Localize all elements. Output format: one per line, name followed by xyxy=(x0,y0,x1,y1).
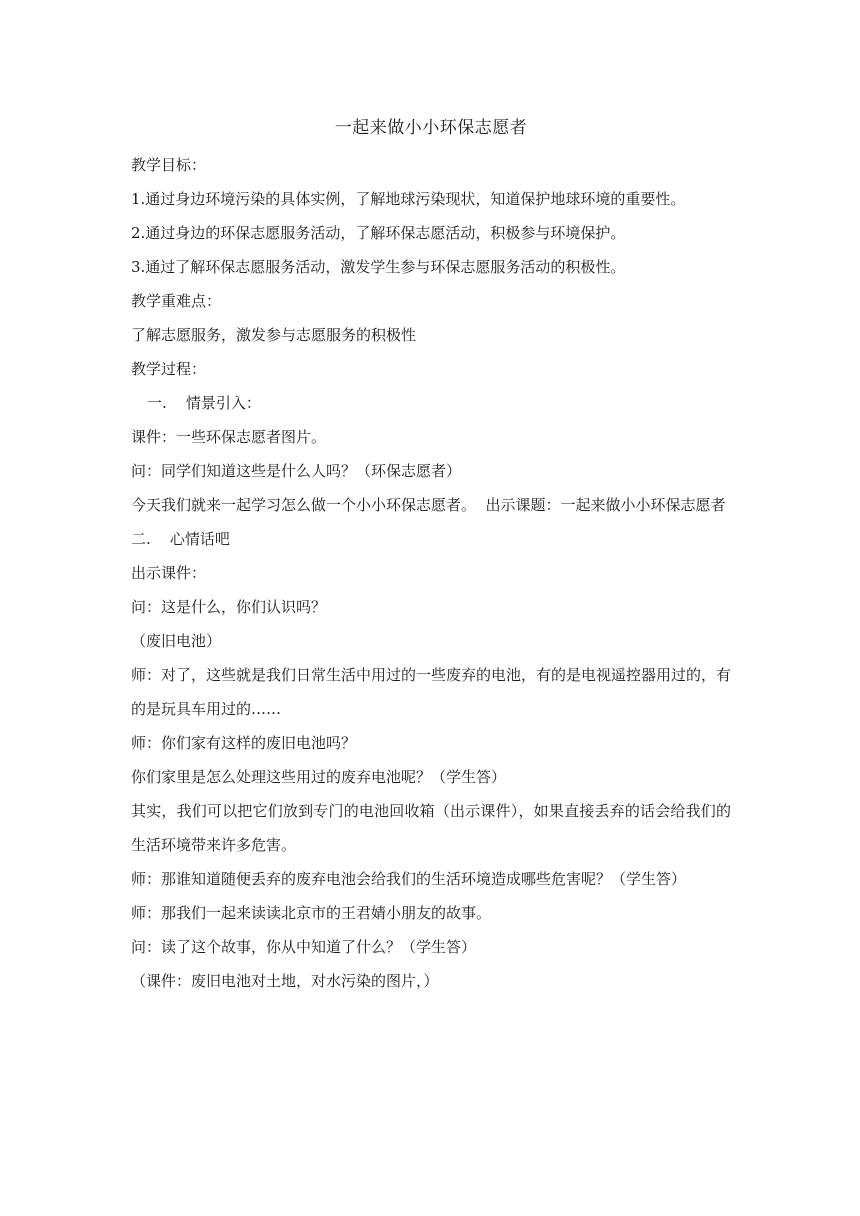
paragraph: （废旧电池） xyxy=(131,632,222,650)
paragraph: 师：你们家有这样的废旧电池吗？ xyxy=(131,734,357,752)
paragraph: 出示课件： xyxy=(131,564,207,582)
document-title: 一起来做小小环保志愿者 xyxy=(334,118,528,138)
paragraph: 问：同学们知道这些是什么人吗？（环保志愿者） xyxy=(131,462,462,480)
paragraph: 课件：一些环保志愿者图片。 xyxy=(131,428,327,446)
paragraph: 师：对了，这些就是我们日常生活中用过的一些废弃的电池，有的是电视遥控器用过的，有的是玩具车用过的…… xyxy=(131,666,732,718)
paragraph: 问：读了这个故事，你从中知道了什么？（学生答） xyxy=(131,938,477,956)
step-2-heading: 二. 心情话吧 xyxy=(131,530,230,548)
section-heading-key-points: 教学重难点： xyxy=(131,292,222,310)
key-points-text: 了解志愿服务，激发参与志愿服务的积极性 xyxy=(131,326,417,344)
paragraph: （课件：废旧电池对土地，对水污染的图片，） xyxy=(131,972,439,990)
paragraph: 师：那谁知道随便丢弃的废弃电池会给我们的生活环境造成哪些危害呢？（学生答） xyxy=(131,870,687,888)
paragraph: 其实，我们可以把它们放到专门的电池回收箱（出示课件），如果直接丢弃的话会给我们的生活环境带来许多危害。 xyxy=(131,802,731,854)
section-heading-process: 教学过程： xyxy=(131,360,207,378)
objective-2: 2.通过身边的环保志愿服务活动，了解环保志愿活动，积极参与环境保护。 xyxy=(131,224,626,242)
paragraph: 问：这是什么，你们认识吗？ xyxy=(131,598,327,616)
objective-3: 3.通过了解环保志愿服务活动，激发学生参与环保志愿服务活动的积极性。 xyxy=(131,258,626,276)
paragraph: 今天我们就来一起学习怎么做一个小小环保志愿者。 出示课题：一起来做小小环保志愿者 xyxy=(131,496,726,514)
document-body xyxy=(131,114,731,998)
paragraph: 师：那我们一起来读读北京市的王君婧小朋友的故事。 xyxy=(131,904,492,922)
section-heading-objectives: 教学目标： xyxy=(131,156,207,174)
objective-1: 1.通过身边环境污染的具体实例，了解地球污染现状，知道保护地球环境的重要性。 xyxy=(131,190,686,208)
paragraph: 你们家里是怎么处理这些用过的废弃电池呢？（学生答） xyxy=(131,768,507,786)
step-1-heading: 一. 情景引入： xyxy=(147,394,261,412)
